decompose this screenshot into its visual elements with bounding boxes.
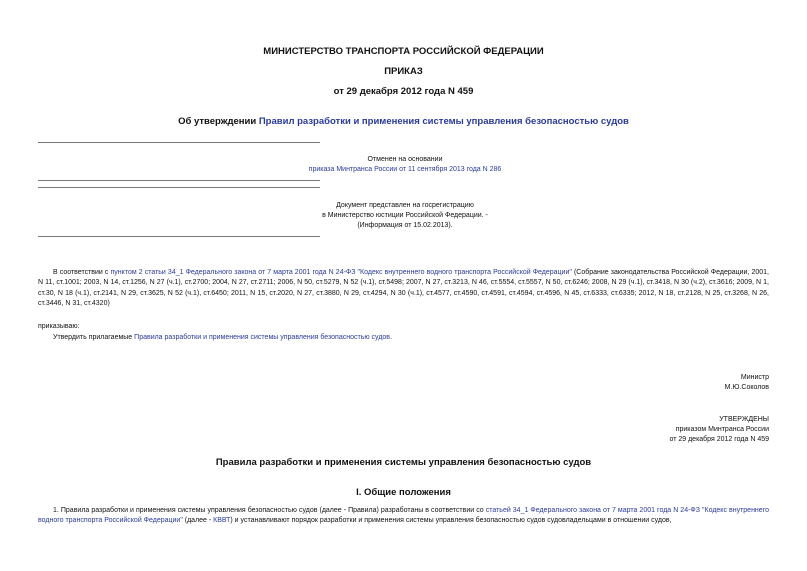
approve-rules-link[interactable]: Правила разработки и применения системы управления безопасностью судов — [134, 334, 391, 341]
registration-line: (Информация от 15.02.2013). — [357, 222, 453, 229]
order-label: приказываю: — [38, 323, 80, 330]
approved-block — [669, 415, 769, 445]
divider — [38, 187, 320, 188]
paragraph-intro: 1. Правила разработки и применения системы управления безопасностью судов (далее - Правила) разработаны в соответствии со — [53, 507, 486, 514]
signature-block — [725, 373, 769, 393]
registration-note — [220, 201, 590, 231]
order-date-number: от 29 декабря 2012 года N 459 — [333, 86, 474, 97]
annul-link[interactable]: приказа Минтранса России от 11 сентября 2013 года N 286 — [308, 166, 502, 173]
divider — [38, 180, 320, 181]
registration-line: в Министерство юстиции Российской Федерации. - — [322, 212, 488, 219]
approved-line: приказом Минтранса России — [675, 426, 769, 433]
paragraph-mid: (далее - — [182, 517, 214, 525]
approved-line: от 29 декабря 2012 года N 459 — [669, 436, 769, 443]
signature-position: Министр — [740, 374, 769, 381]
divider — [38, 142, 320, 143]
ministry-heading: МИНИСТЕРСТВО ТРАНСПОРТА РОССИЙСКОЙ ФЕДЕРАЦИИ — [263, 46, 544, 57]
preamble-citation: (Собрание законодательства Российской Федерации, 2001, N 11, ст.1001; 2003, N 14, ст.1256, N 27 (ч.1), ст.2700; 2004, N 27, ст.2711; 2006, N 50, ст.5279, N 52 (ч.1), ст.5498; 2007, N 27, ст.3213, N 46, ст.5554, ст.5557, N 50, ст.6246; 2008, N 29 (ч.1), ст.3418, N 30 (ч.2), ст.3616; 2009, N 1, ст.30, N 18 (ч.1), ст.2141, N 29, ст.3625, N 52 (ч.1), ст.6450; 2011, N 15, ст.2020, N 27, ст.3880, N 29, ст.4294, N 30 (ч.1), ст.4577, ст.4590, ст.4591, ст.4594, ст.4596, N 45, ст.6333, ст.6335; 2012, N 18, ст.2128, N 25, ст.3268, N 26, ст.3446, N 31, ст.4320) — [38, 269, 769, 308]
title-link[interactable]: Правил разработки и применения системы управления безопасностью судов — [258, 116, 629, 127]
divider — [38, 236, 320, 237]
page-title — [0, 116, 807, 127]
paragraph-law-link[interactable]: статьей 34_1 Федерального закона от 7 марта 2001 года N 24-ФЗ "Кодекс внутреннего водного транспорта Российской Федерации" — [38, 507, 769, 525]
title-prefix: Об утверждении — [178, 116, 259, 127]
approve-suffix: . — [390, 334, 392, 341]
signature-name: М.Ю.Соколов — [724, 384, 769, 391]
approve-prefix: Утвердить прилагаемые — [53, 334, 135, 341]
paragraph-rest: ) и устанавливают порядок разработки и применения системы управления безопасностью судов судовладельцами в отношении судов, — [230, 517, 672, 525]
annul-note — [220, 155, 590, 175]
section-heading: I. Общие положения — [356, 487, 451, 498]
annul-text: Отменен на основании — [367, 156, 443, 163]
preamble-paragraph — [38, 268, 769, 310]
preamble-intro: В соответствии с — [53, 269, 111, 276]
approved-heading: УТВЕРЖДЕНЫ — [719, 416, 769, 423]
preamble-law-link[interactable]: пунктом 2 статьи 34_1 Федерального закона от 7 марта 2001 года N 24-ФЗ "Кодекс внутреннего водного транспорта Российской Федерации" — [110, 269, 572, 276]
registration-line: Документ представлен на госрегистрацию — [336, 202, 474, 209]
doc-type-heading: ПРИКАЗ — [384, 66, 423, 77]
approve-paragraph — [53, 333, 769, 343]
rules-paragraph-1 — [38, 506, 769, 527]
rules-title: Правила разработки и применения системы управления безопасностью судов — [215, 457, 592, 468]
kvvt-link[interactable]: КВВТ — [213, 517, 231, 525]
